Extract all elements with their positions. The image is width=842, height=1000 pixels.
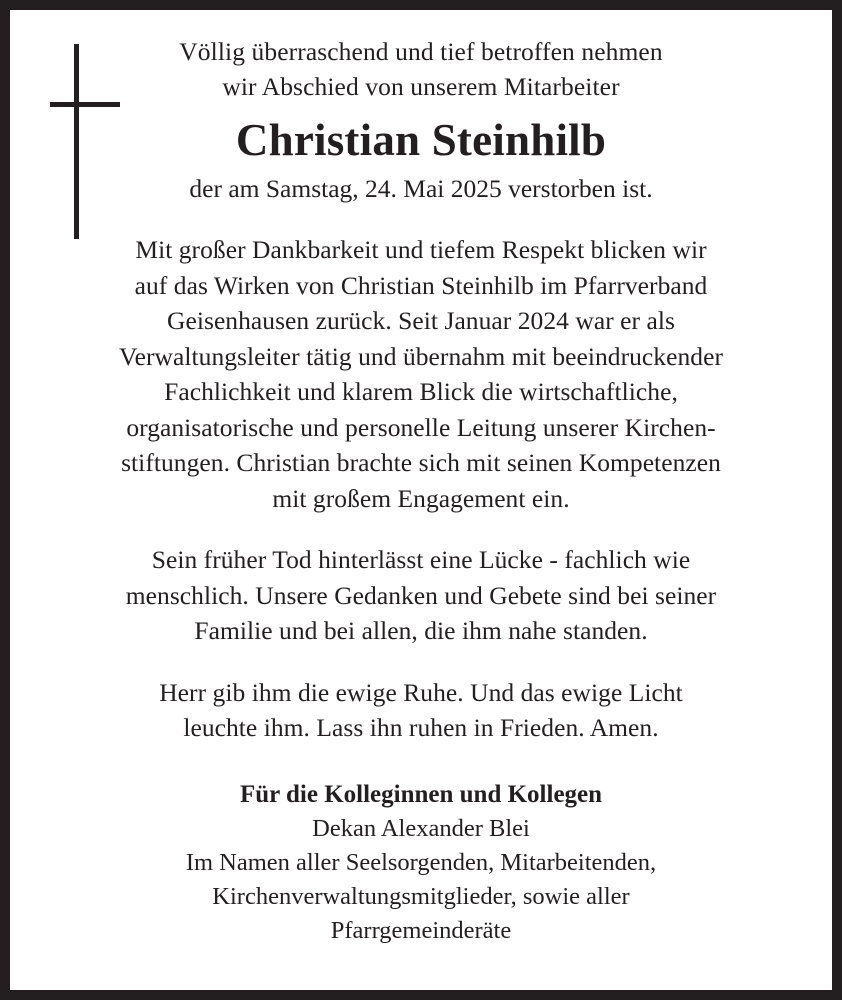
notice-content: [10, 34, 832, 948]
signature-line: Im Namen aller Seelsorgenden, Mitarbeitenden,: [185, 848, 657, 876]
paragraph-line: menschlich. Unsere Gedanken und Gebete sind bei seiner: [125, 580, 717, 610]
paragraph-line: Herr gib ihm die ewige Ruhe. Und das ewige Licht: [159, 677, 683, 707]
paragraph-line: Sein früher Tod hinterlässt eine Lücke - fachlich wie: [151, 545, 691, 574]
deceased-name: Christian Steinhilb: [235, 115, 607, 165]
paragraph-line: Mit großer Dankbarkeit und tiefem Respekt blicken wir: [135, 235, 707, 264]
paragraph-line: Verwaltungsleiter tätig und übernahm mit beeindruckender: [119, 341, 723, 371]
signature-line: Kirchenverwaltungsmitglieder, sowie aller: [212, 882, 630, 910]
paragraph-line: stiftungen. Christian brachte sich mit seinen Kompetenzen: [121, 448, 721, 477]
prayer-paragraph: [56, 675, 786, 746]
paragraph-line: mit großem Engagement ein.: [272, 483, 570, 513]
signature-heading: Für die Kolleginnen und Kollegen: [239, 780, 603, 808]
paragraph-line: Familie und bei allen, die ihm nahe standen.: [194, 616, 648, 645]
paragraph-line: Geisenhausen zurück. Seit Januar 2024 war er als: [167, 306, 675, 335]
lede-line: Völlig überraschend und tief betroffen nehmen: [179, 37, 663, 66]
death-date-line: der am Samstag, 24. Mai 2025 verstorben ist.: [189, 174, 653, 203]
paragraph-line: leuchte ihm. Lass ihn ruhen in Frieden. Amen.: [183, 713, 659, 742]
signature-line: Dekan Alexander Blei: [312, 814, 530, 842]
paragraph-line: auf das Wirken von Christian Steinhilb im Pfarrverband: [134, 270, 708, 300]
paragraph-line: Fachlichkeit und klarem Blick die wirtschaftliche,: [164, 377, 678, 406]
signature-block: [56, 778, 786, 948]
condolence-paragraph: [56, 542, 786, 649]
lede-line: wir Abschied von unserem Mitarbeiter: [222, 72, 620, 101]
signature-line: Pfarrgemeinderäte: [330, 916, 512, 944]
lede-block: [56, 34, 786, 104]
tribute-paragraph: [56, 232, 786, 516]
notice-inner-frame: [10, 10, 832, 990]
paragraph-line: organisatorische und personelle Leitung unserer Kirchen-: [126, 412, 716, 442]
